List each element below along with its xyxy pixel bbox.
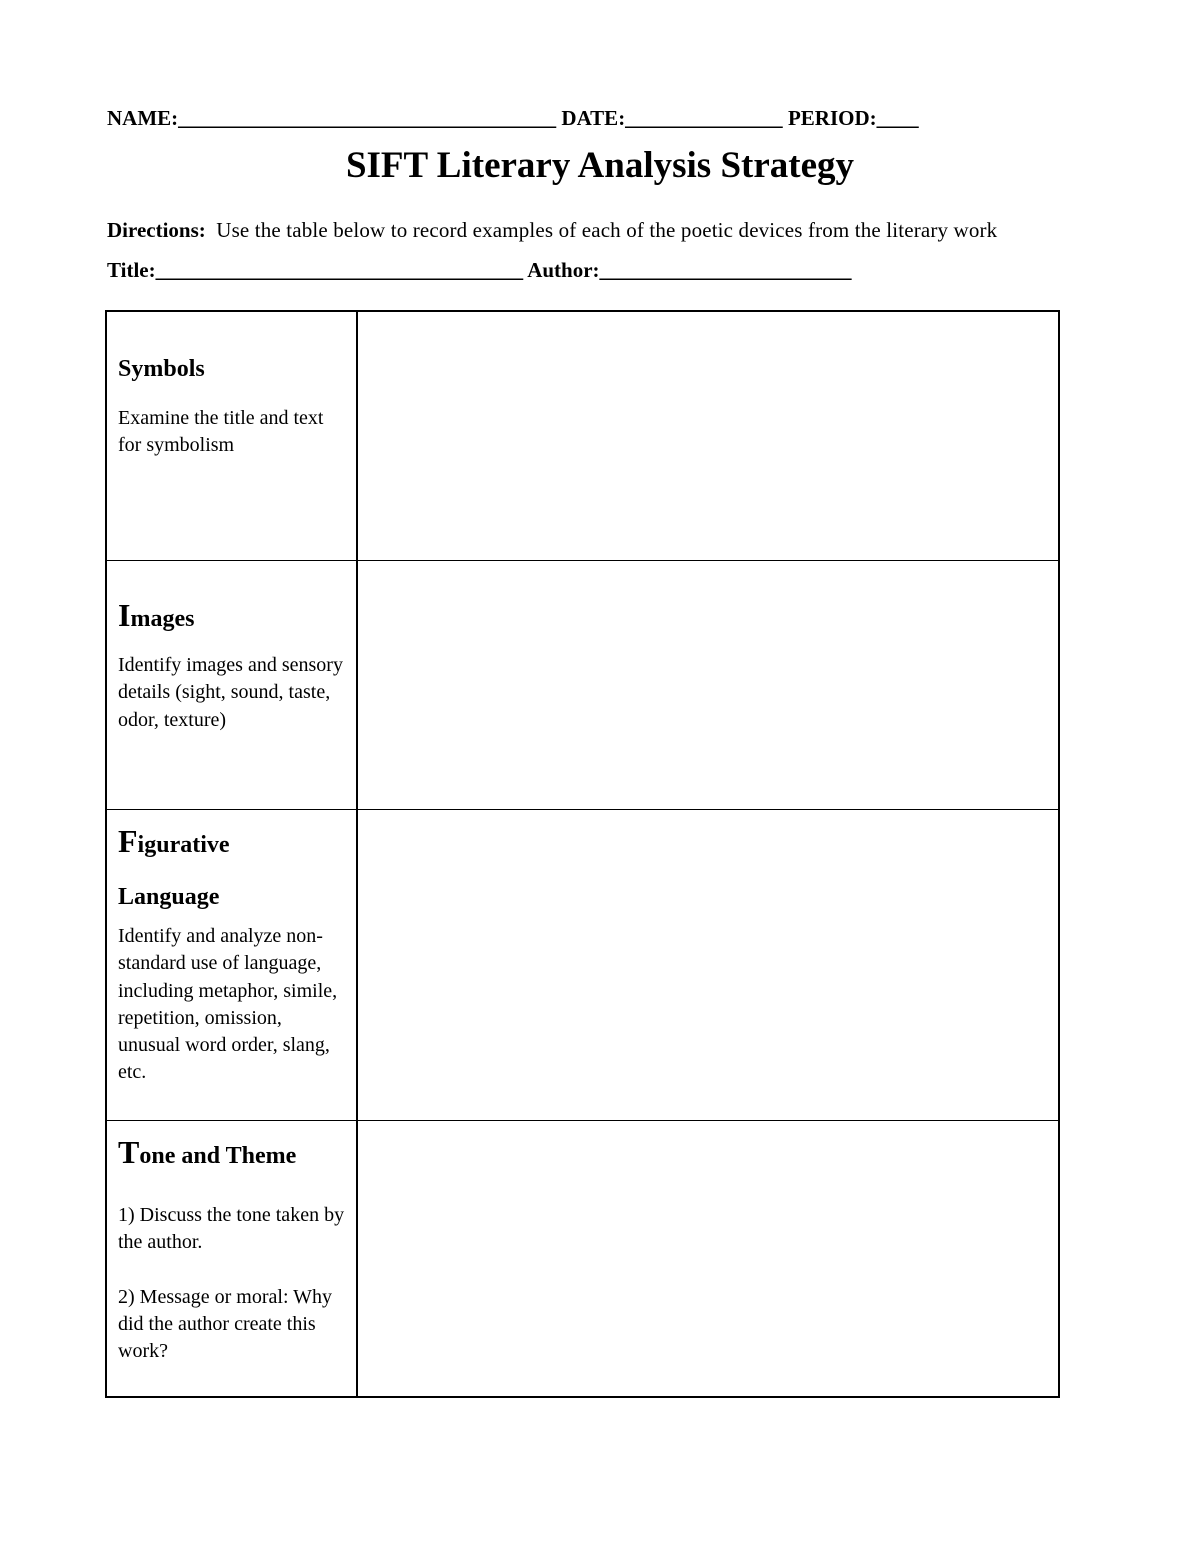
row-heading-figurative-language: Figurative [118,823,230,859]
answer-cell-symbols[interactable] [358,312,1058,560]
answer-cell-images[interactable] [358,561,1058,809]
name-field[interactable]: NAME:____________________________________ [107,106,557,130]
row-description-images: Identify images and sensory details (sight, sound, taste, odor, texture) [118,654,343,731]
row-heading-images: Images [118,597,195,633]
table-row-figurative-language [107,809,1058,1120]
answer-cell-figurative-language[interactable] [358,810,1058,1120]
sift-table [105,310,1060,1398]
row-description-symbols: Examine the title and text for symbolism [118,407,324,457]
work-title-field[interactable]: Title:___________________________________ [107,258,524,282]
directions-label: Directions: [107,218,206,242]
table-row-symbols [107,312,1058,560]
table-row-tone-and-theme [107,1120,1058,1396]
directions [107,218,997,243]
label-cell-figurative-language [107,810,358,1120]
period-field[interactable]: PERIOD:____ [787,106,919,130]
label-cell-symbols [107,312,358,560]
header-line [107,106,919,131]
table-row-images [107,560,1058,809]
work-info-line [107,258,852,283]
row-description-figurative-language: Identify and analyze non-standard use of language, including metaphor, simile, repetition, omission, unusual word order, slang, etc. [118,925,338,1084]
answer-cell-tone-and-theme[interactable] [358,1121,1058,1396]
page-title: SIFT Literary Analysis Strategy [345,145,855,186]
row-heading-tone-and-theme: Tone and Theme [118,1134,297,1170]
row-description-tone: 1) Discuss the tone taken by the author. [118,1204,345,1254]
row-description-theme: 2) Message or moral: Why did the author create this work? [118,1285,333,1363]
work-author-field[interactable]: Author:________________________ [527,258,852,282]
date-field[interactable]: DATE:_______________ [561,106,783,130]
directions-text: Use the table below to record examples of each of the poetic devices from the literary work [216,218,998,242]
label-cell-tone-and-theme [107,1121,358,1396]
row-heading-symbols: Symbols [118,356,205,382]
row-heading-language: Language [118,884,220,910]
label-cell-images [107,561,358,809]
